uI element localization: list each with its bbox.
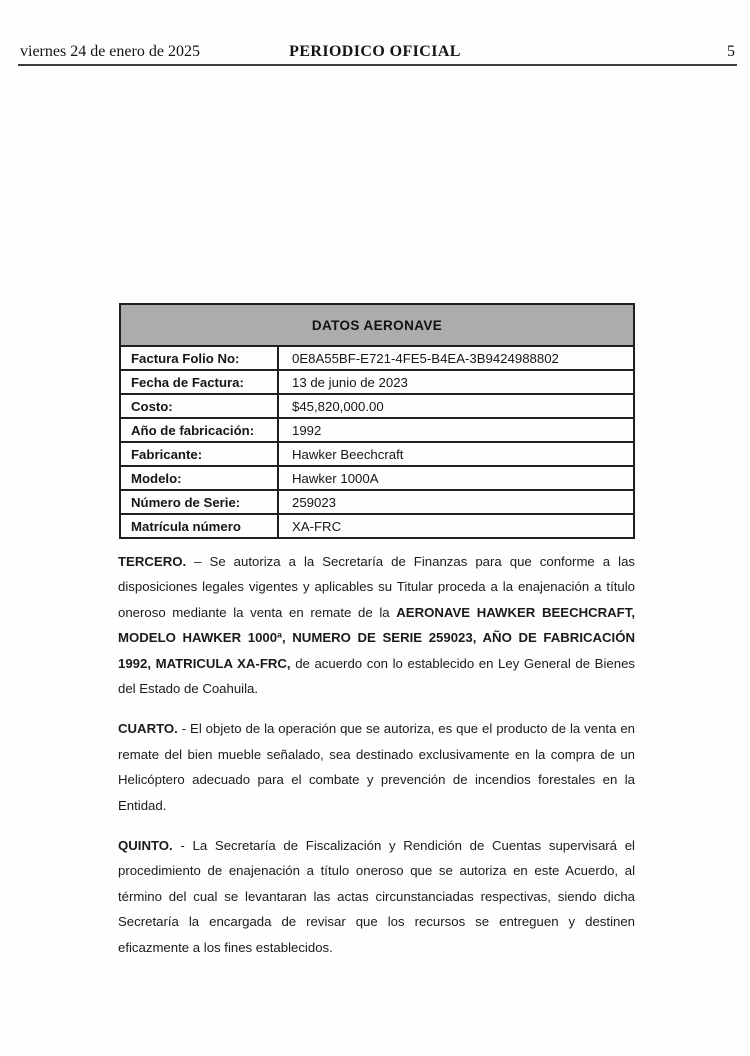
paragraph-line <box>118 651 635 676</box>
table-row-value: 0E8A55BF-E721-4FE5-B4EA-3B9424988802 <box>278 346 634 370</box>
text-segment: AERONAVE HAWKER BEECHCRAFT, <box>396 604 635 620</box>
body-paragraphs <box>118 549 635 975</box>
paragraph-tercero <box>118 549 635 701</box>
table-row <box>120 466 634 490</box>
table-row <box>120 346 634 370</box>
paragraph-quinto <box>118 833 635 960</box>
paragraph-cuarto <box>118 716 635 818</box>
text-segment: QUINTO. <box>118 838 173 854</box>
table-row-label: Factura Folio No: <box>120 346 278 370</box>
masthead-date: viernes 24 de enero de 2025 <box>20 43 200 60</box>
masthead-title: PERIODICO OFICIAL <box>289 43 461 60</box>
table-header-row <box>120 304 634 346</box>
masthead <box>0 0 750 70</box>
paragraph-line <box>118 858 635 883</box>
text-segment: Secretaría la encargada de revisar que los recursos se entreguen y destinen <box>118 914 635 930</box>
masthead-page-number: 5 <box>727 43 735 60</box>
table-row <box>120 442 634 466</box>
text-segment: Entidad. <box>118 797 167 813</box>
table-row-label: Fecha de Factura: <box>120 370 278 394</box>
text-segment: procedimiento de enajenación a título oneroso que se autoriza en este Acuerdo, al <box>118 863 635 879</box>
paragraph-line <box>118 574 635 599</box>
text-segment: término del cual se levantaran las actas circunstanciadas respectivas, siendo dicha <box>118 888 635 904</box>
paragraph-line <box>118 935 635 960</box>
text-segment: 1992, MATRICULA XA-FRC, <box>118 655 291 671</box>
text-segment: - El objeto de la operación que se autoriza, es que el producto de la venta en <box>177 721 635 737</box>
table-row-value: 259023 <box>278 490 634 514</box>
table-row <box>120 418 634 442</box>
table-row <box>120 394 634 418</box>
paragraph-line <box>118 793 635 818</box>
text-segment: - La Secretaría de Fiscalización y Rendición de Cuentas supervisará el <box>172 838 635 854</box>
paragraph-line <box>118 676 635 701</box>
table-row-label: Fabricante: <box>120 442 278 466</box>
paragraph-line <box>118 549 635 574</box>
table-row-label: Año de fabricación: <box>120 418 278 442</box>
paragraph-line <box>118 833 635 858</box>
table-row <box>120 514 634 538</box>
aircraft-data-table <box>119 303 635 539</box>
text-segment: CUARTO. <box>118 721 178 737</box>
text-segment: – Se autoriza a la Secretaría de Finanzas para que conforme a las <box>186 554 635 569</box>
paragraph-line <box>118 767 635 792</box>
text-segment: MODELO HAWKER 1000ª, NUMERO DE SERIE 259023, AÑO DE FABRICACIÓN <box>118 630 635 646</box>
text-segment: de acuerdo con lo establecido en Ley General de Bienes <box>290 655 636 671</box>
paragraph-line <box>118 909 635 934</box>
table-row <box>120 370 634 394</box>
table-row-value: Hawker Beechcraft <box>278 442 634 466</box>
table-row-label: Número de Serie: <box>120 490 278 514</box>
text-segment: TERCERO. <box>118 554 187 569</box>
table-row-label: Costo: <box>120 394 278 418</box>
table-row-label: Modelo: <box>120 466 278 490</box>
text-segment: disposiciones legales vigentes y aplicables su Titular proceda a la enajenación a título <box>118 579 635 595</box>
text-segment: oneroso mediante la venta en remate de la <box>118 604 397 620</box>
text-segment: remate del bien mueble señalado, sea destinado exclusivamente en la compra de un <box>118 746 635 762</box>
aircraft-table-title: DATOS AERONAVE <box>120 304 634 346</box>
aircraft-table-body <box>120 346 634 538</box>
text-segment: eficazmente a los fines establecidos. <box>118 939 333 955</box>
table-row <box>120 490 634 514</box>
text-segment: del Estado de Coahuila. <box>118 681 259 697</box>
paragraph-line <box>118 625 635 650</box>
table-row-value: XA-FRC <box>278 514 634 538</box>
masthead-rule <box>18 64 737 66</box>
text-segment: Helicóptero adecuado para el combate y prevención de incendios forestales en la <box>118 772 635 788</box>
paragraph-line <box>118 716 635 741</box>
table-row-value: $45,820,000.00 <box>278 394 634 418</box>
paragraph-line <box>118 884 635 909</box>
paragraph-line <box>118 600 635 625</box>
table-row-value: 1992 <box>278 418 634 442</box>
table-row-value: Hawker 1000A <box>278 466 634 490</box>
table-row-label: Matrícula número <box>120 514 278 538</box>
paragraph-line <box>118 742 635 767</box>
table-row-value: 13 de junio de 2023 <box>278 370 634 394</box>
